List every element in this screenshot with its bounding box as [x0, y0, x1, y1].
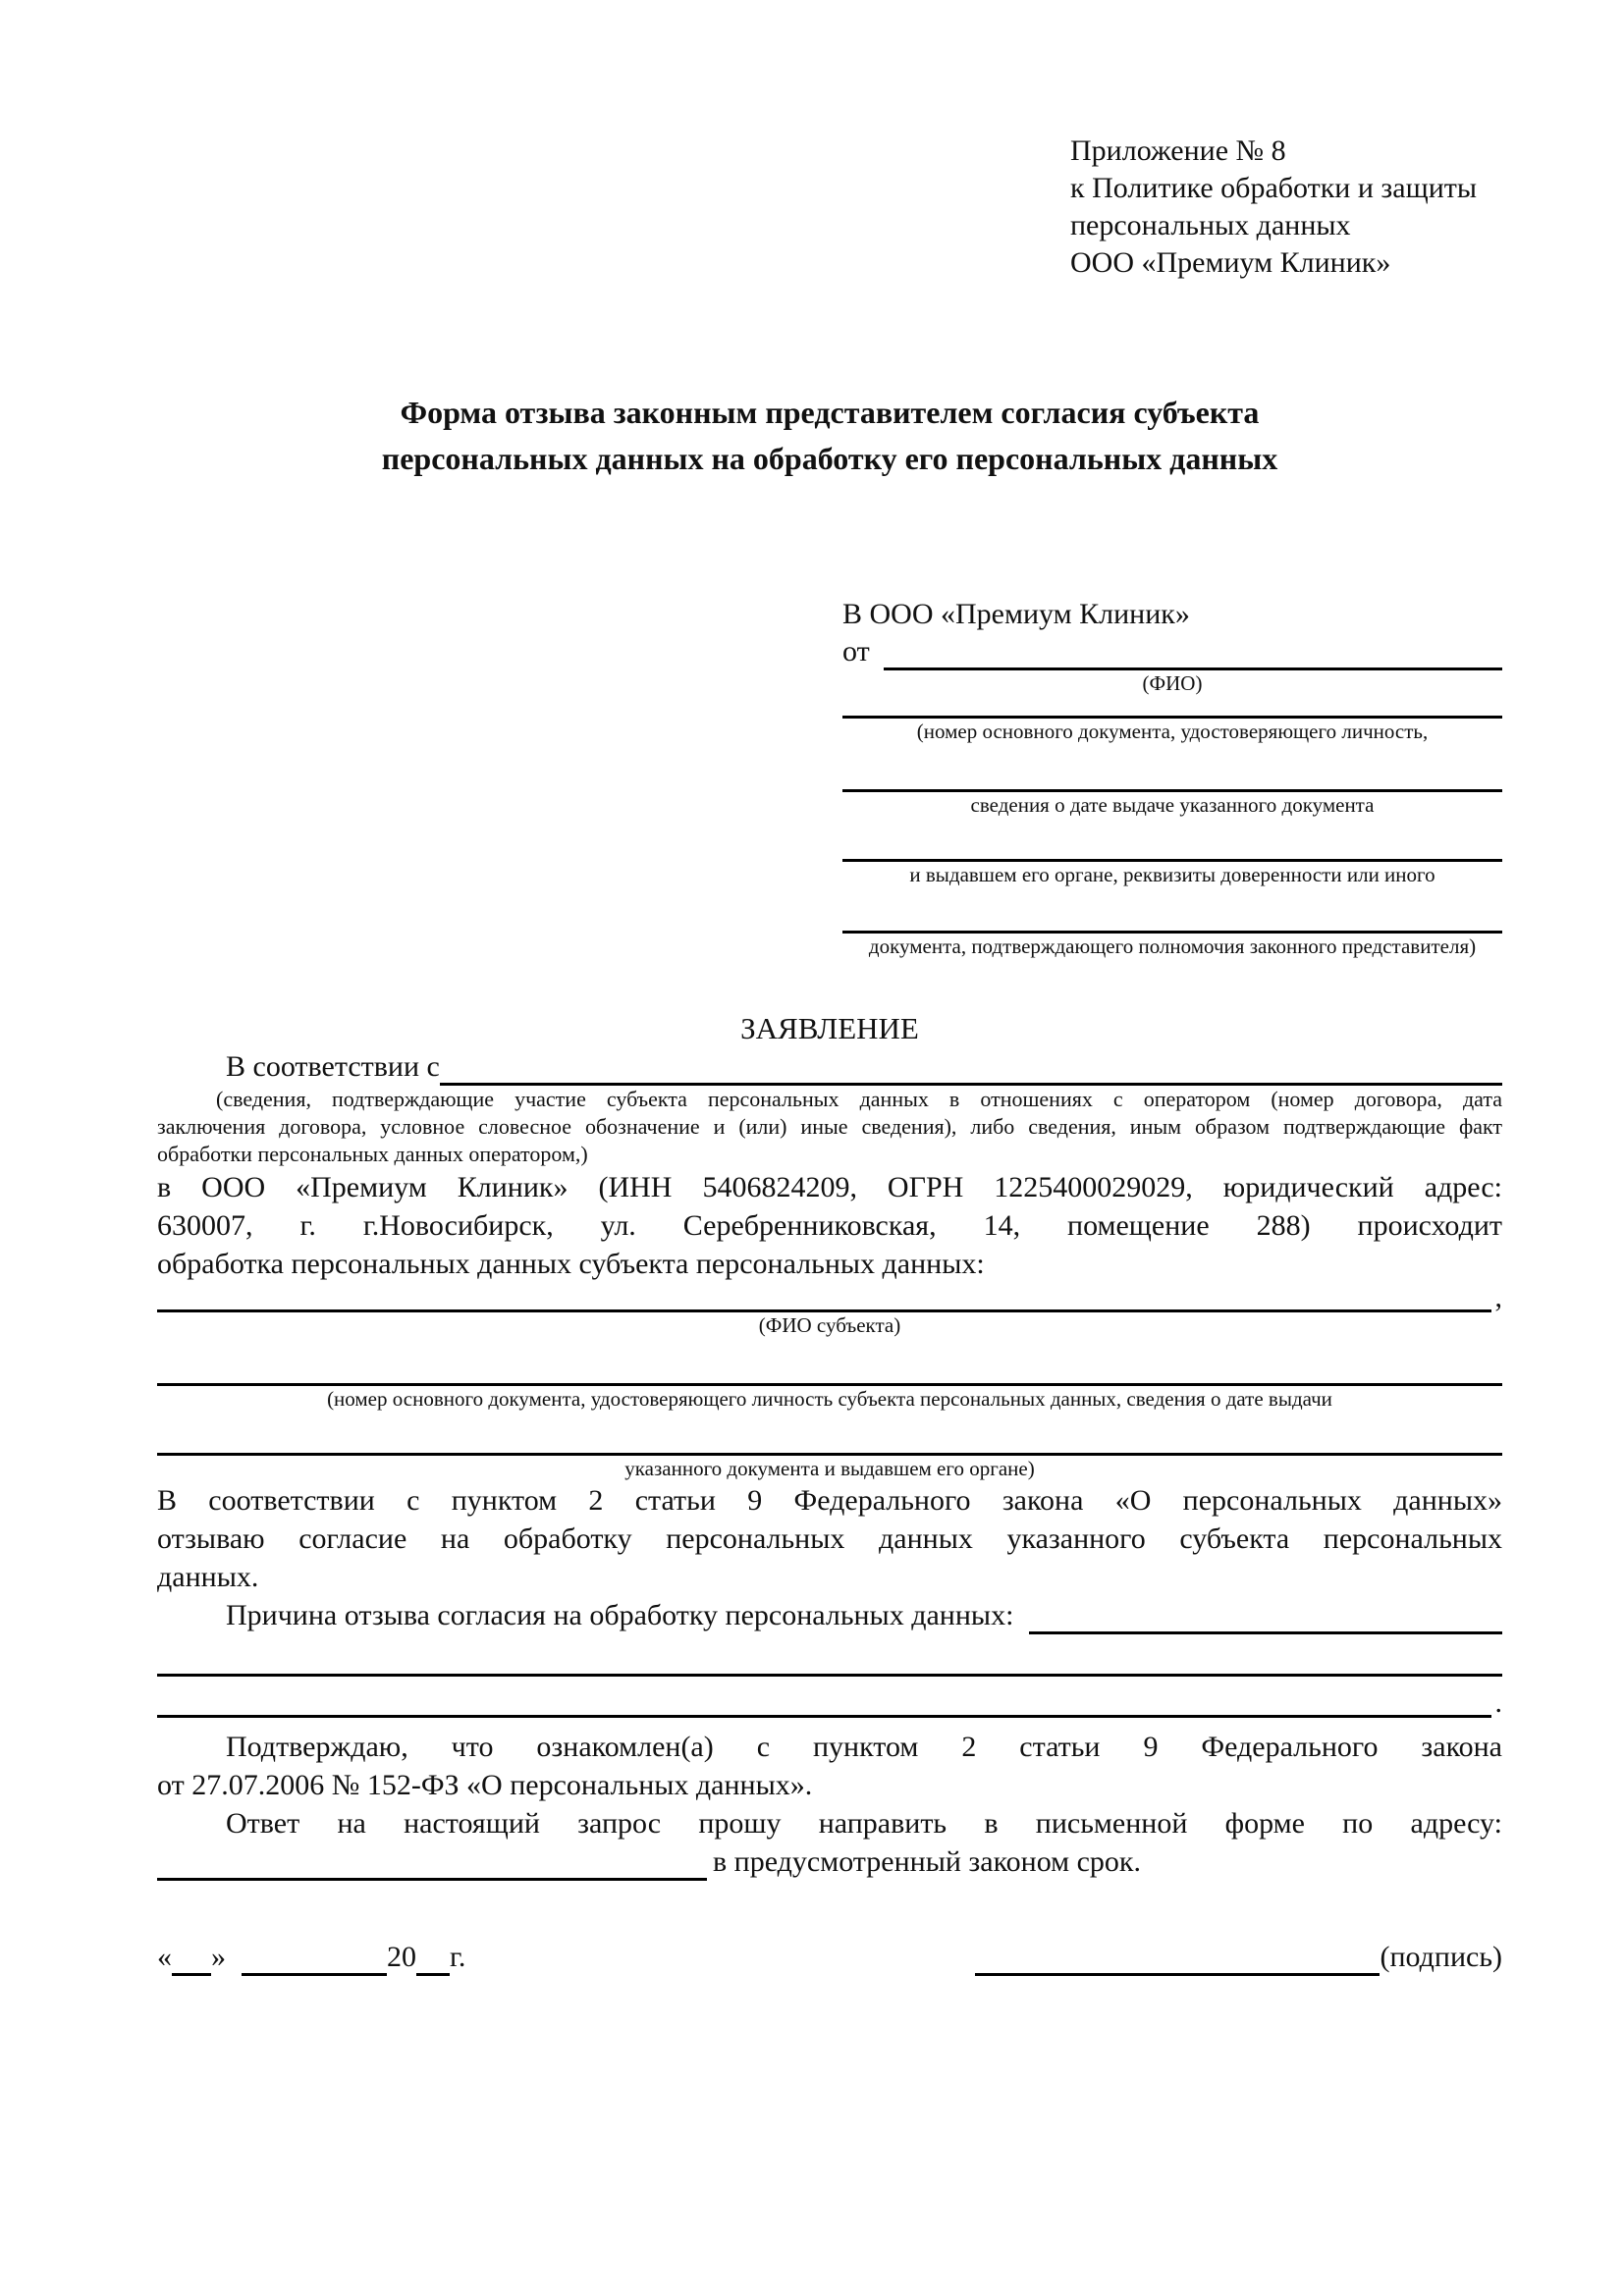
date-quote-open: «: [157, 1941, 172, 1973]
addressee-block: [842, 596, 1502, 959]
fio-caption: (ФИО): [1142, 671, 1203, 695]
from-label: от: [842, 635, 870, 667]
appendix-line-2: к Политике обработки и защиты: [1070, 172, 1478, 204]
statement-heading: ЗАЯВЛЕНИЕ: [740, 1011, 919, 1045]
operator-line-1: в ООО «Премиум Клиник» (ИНН 5406824209, ОГРН 1225400029029, юридический адрес:: [157, 1171, 1502, 1203]
operator-line-2: 630007, г. г.Новосибирск, ул. Серебренниковская, 14, помещение 288) происходит: [157, 1209, 1502, 1242]
signature-group: [975, 1938, 1502, 1976]
withdrawal-line-3: данных.: [157, 1561, 259, 1593]
accordance-row: [157, 1047, 1502, 1086]
subject-doc-caption-2: указанного документа и выдавшем его органе): [624, 1457, 1035, 1480]
representative-doc-caption-1: (номер основного документа, удостоверяющего личность,: [916, 720, 1429, 743]
subject-doc-caption-1: (номер основного документа, удостоверяющего личность субъекта персональных данных, сведения о дате выдачи: [327, 1387, 1332, 1411]
response-paragraph: [157, 1804, 1502, 1881]
withdrawal-line-1: В соответствии с пунктом 2 статьи 9 Федерального закона «О персональных данных»: [157, 1484, 1502, 1517]
date-day-blank[interactable]: [172, 1948, 211, 1976]
accordance-note: [157, 1086, 1502, 1168]
note-line-1: (сведения, подтверждающие участие субъекта персональных данных в отношениях с оператором (номер договора, дата: [216, 1087, 1502, 1111]
reason-extra-blank-1[interactable]: [157, 1654, 1502, 1677]
note-line-3: обработки персональных данных оператором,): [157, 1142, 588, 1166]
accordance-blank-line[interactable]: [440, 1053, 1502, 1086]
withdrawal-line-2: отзываю согласие на обработку персональных данных указанного субъекта персональных: [157, 1522, 1502, 1555]
representative-doc-blank-1[interactable]: [842, 696, 1502, 719]
appendix-line-4: ООО «Премиум Клиник»: [1070, 246, 1391, 279]
appendix-line-1: Приложение № 8: [1070, 134, 1286, 167]
reason-extra-blank-2[interactable]: [157, 1695, 1491, 1718]
response-tail-text: в предусмотренный законом срок.: [713, 1845, 1141, 1878]
title-line-2: персональных данных на обработку его персональных данных: [381, 441, 1278, 476]
subject-doc-blank-2[interactable]: [157, 1412, 1502, 1456]
from-row: [842, 633, 1502, 670]
date-year-suffix: г.: [450, 1941, 466, 1973]
reason-period: .: [1494, 1686, 1502, 1719]
operator-line-3: обработка персональных данных субъекта персональных данных:: [157, 1248, 985, 1280]
response-address-blank-line[interactable]: [157, 1848, 707, 1881]
document-title: [157, 390, 1502, 482]
reason-label: Причина отзыва согласия на обработку персональных данных:: [226, 1599, 1014, 1631]
title-line-1: Форма отзыва законным представителем согласия субъекта: [400, 395, 1260, 430]
appendix-line-3: персональных данных: [1070, 209, 1351, 241]
addressee-to: В ООО «Премиум Клиник»: [842, 598, 1190, 630]
reason-blank-line[interactable]: [1029, 1604, 1502, 1634]
withdrawal-paragraph: [157, 1481, 1502, 1596]
reason-row: [157, 1596, 1502, 1634]
note-line-2: заключения договора, условное словесное обозначение и (или) иные сведения), либо сведения, иным образом подтверждающие факт: [157, 1114, 1502, 1139]
representative-doc-blank-3[interactable]: [842, 818, 1502, 862]
confirm-paragraph: [157, 1728, 1502, 1804]
signature-blank-line[interactable]: [975, 1948, 1380, 1976]
date-year-prefix: 20: [387, 1941, 416, 1973]
representative-doc-blank-2[interactable]: [842, 744, 1502, 792]
subject-fio-comma: ,: [1494, 1281, 1502, 1313]
representative-doc-blank-4[interactable]: [842, 887, 1502, 934]
representative-doc-caption-3: и выдавшем его органе, реквизиты доверенности или иного: [909, 863, 1435, 886]
fio-blank-line[interactable]: [884, 638, 1502, 670]
confirm-line-2: от 27.07.2006 № 152-ФЗ «О персональных данных».: [157, 1769, 813, 1801]
operator-paragraph: [157, 1168, 1502, 1283]
representative-doc-caption-2: сведения о дате выдаче указанного документа: [970, 793, 1375, 817]
appendix-block: [1070, 133, 1502, 282]
subject-fio-caption: (ФИО субъекта): [758, 1313, 901, 1337]
subject-fio-blank-line[interactable]: [157, 1290, 1491, 1312]
reason-extra-blank-2-row: [157, 1688, 1502, 1718]
accordance-label: В соответствии с: [226, 1050, 440, 1083]
signature-caption: (подпись): [1380, 1941, 1502, 1973]
subject-fio-blank-row: [157, 1283, 1502, 1312]
representative-doc-caption-4: документа, подтверждающего полномочия законного представителя): [868, 934, 1477, 958]
date-year-blank[interactable]: [416, 1948, 450, 1976]
subject-doc-blank-1[interactable]: [157, 1338, 1502, 1386]
date-group: [157, 1938, 465, 1976]
response-line-1: Ответ на настоящий запрос прошу направить в письменной форме по адресу:: [226, 1807, 1502, 1840]
footer-row: [157, 1938, 1502, 1976]
response-address-blank-row: [157, 1842, 1502, 1881]
confirm-line-1: Подтверждаю, что ознакомлен(а) с пунктом 2 статьи 9 Федерального закона: [226, 1731, 1502, 1763]
date-quote-close: »: [211, 1941, 226, 1973]
date-month-blank[interactable]: [242, 1948, 387, 1976]
